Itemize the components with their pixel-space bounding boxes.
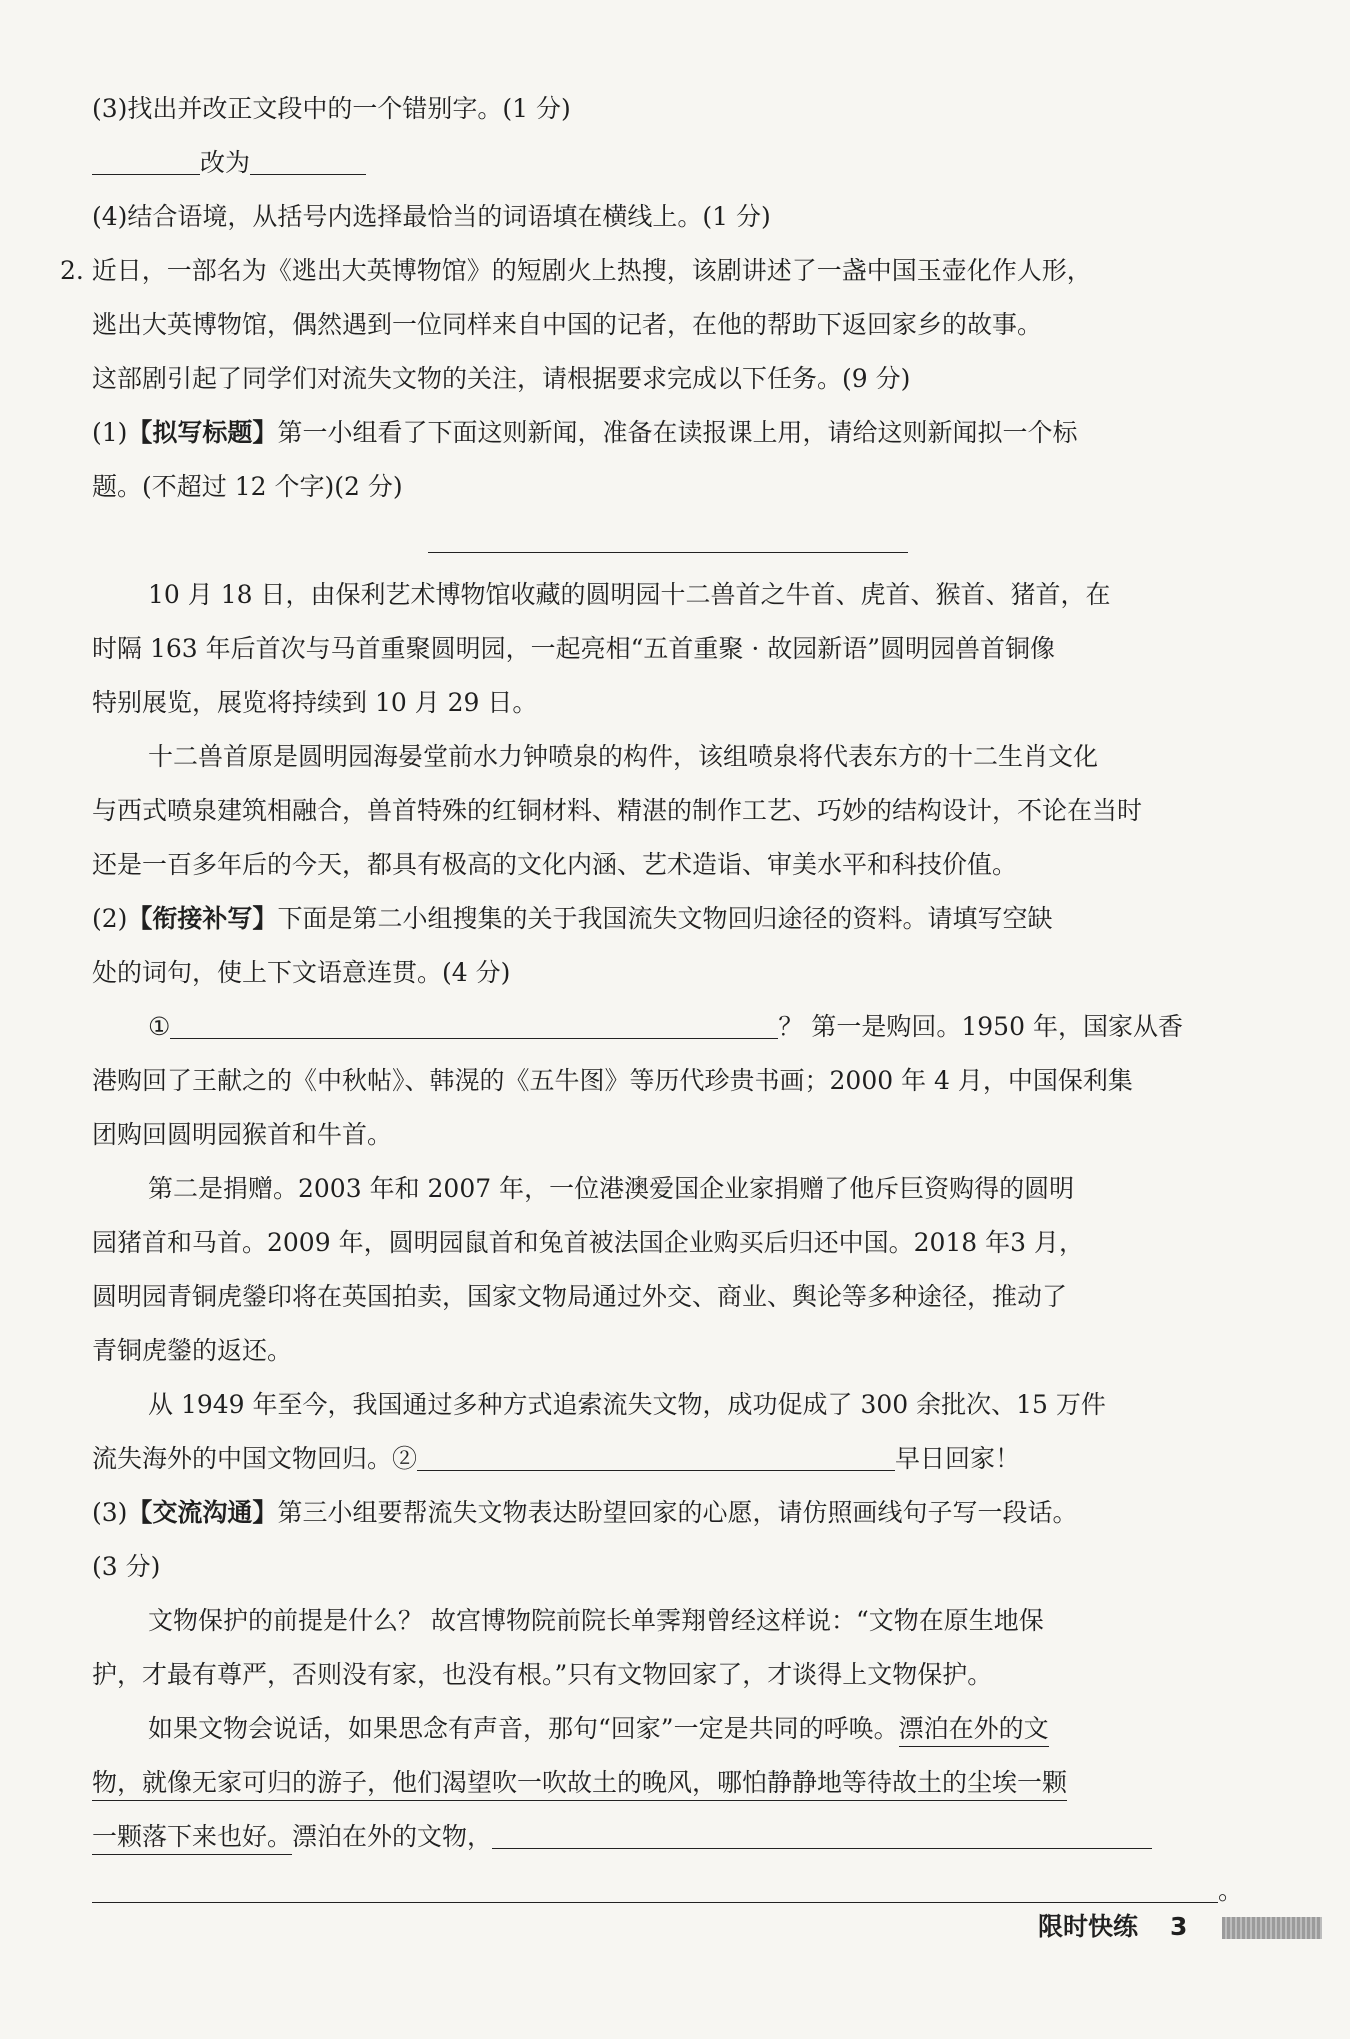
material3-answer-line-2 (92, 1878, 1243, 1903)
end-period: 。 (1218, 1876, 1244, 1905)
q2-intro-3: 这部剧引起了同学们对流失文物的关注，请根据要求完成以下任务。(9 分) (92, 364, 911, 393)
material3-p2-2 (92, 1770, 1067, 1795)
q1-sub4: (4)结合语境，从括号内选择最恰当的词语填在横线上。(1 分) (92, 202, 771, 231)
task2-tag: 【衔接补写】 (127, 904, 278, 933)
q2-task3 (92, 1500, 1077, 1525)
task2-text: 下面是第二小组搜集的关于我国流失文物回归途径的资料。请填写空缺 (277, 904, 1053, 933)
task1-tag: 【拟写标题】 (127, 418, 278, 447)
news-p2-3: 还是一百多年后的今天，都具有极高的文化内涵、艺术造诣、审美水平和科技价值。 (92, 850, 1018, 879)
page-number: 3 (1170, 1912, 1188, 1941)
material2-p2-4: 青铜虎鎣的返还。 (92, 1336, 293, 1365)
answer-blank-1[interactable] (170, 1016, 778, 1039)
material3-p2-3-tail: 漂泊在外的文物， (292, 1822, 493, 1851)
q2-task1 (92, 420, 1077, 445)
news-p2-1: 十二兽首原是圆明园海晏堂前水力钟喷泉的构件，该组喷泉将代表东方的十二生肖文化 (148, 742, 1099, 771)
material2-p2-3: 圆明园青铜虎鎣印将在英国拍卖，国家文物局通过外交、商业、舆论等多种途径，推动了 (92, 1282, 1068, 1311)
news-p1-3: 特别展览，展览将持续到 10 月 29 日。 (92, 688, 538, 717)
underlined-sentence-part-3: 一颗落下来也好。 (92, 1822, 292, 1855)
answer-blank-correct-char[interactable] (250, 152, 366, 175)
news-p1-2: 时隔 163 年后首次与马首重聚圆明园，一起亮相“五首重聚 · 故园新语”圆明园兽首铜像 (92, 634, 1056, 663)
material3-p2-1 (148, 1716, 1049, 1741)
task3-prefix: (3) (92, 1498, 128, 1527)
material3-p1-1: 文物保护的前提是什么？ 故宫博物院前院长单霁翔曾经这样说：“文物在原生地保 (148, 1606, 1044, 1635)
q1-sub3-answer-line (92, 150, 366, 175)
q2-task2 (92, 906, 1052, 931)
q2-intro-2: 逃出大英博物馆，偶然遇到一位同样来自中国的记者，在他的帮助下返回家乡的故事。 (92, 310, 1043, 339)
material2-p3-1: 从 1949 年至今，我国通过多种方式追索流失文物，成功促成了 300 余批次、15 万件 (148, 1390, 1106, 1419)
task1-text: 第一小组看了下面这则新闻，准备在读报课上用，请给这则新闻拟一个标 (277, 418, 1078, 447)
task1-prefix: (1) (92, 418, 128, 447)
underlined-sentence-part-1: 漂泊在外的文 (899, 1714, 1049, 1747)
material2-p3-2-head: 流失海外的中国文物回归。② (92, 1444, 418, 1473)
q2-task1-cont: 题。(不超过 12 个字)(2 分) (92, 472, 403, 501)
underlined-sentence-part-2: 物，就像无家可归的游子，他们渴望吹一吹故土的晚风，哪怕静静地等待故土的尘埃一颗 (92, 1768, 1067, 1801)
material2-p1-3: 团购回圆明园猴首和牛首。 (92, 1120, 393, 1149)
footer-decoration-bar (1222, 1917, 1322, 1939)
material2-p3-2-tail: 早日回家！ (895, 1444, 1021, 1473)
news-p2-2: 与西式喷泉建筑相融合，兽首特殊的红铜材料、精湛的制作工艺、巧妙的结构设计，不论在当时 (92, 796, 1143, 825)
change-to-label: 改为 (200, 148, 251, 177)
q2-task3-cont: (3 分) (92, 1552, 161, 1581)
material2-p2-2: 园猪首和马首。2009 年，圆明园鼠首和兔首被法国企业购买后归还中国。2018 年3 月， (92, 1228, 1084, 1257)
imitation-answer-line-2[interactable] (92, 1880, 1218, 1903)
material2-p3-2 (92, 1446, 1020, 1471)
imitation-answer-line-1[interactable] (492, 1826, 1152, 1849)
q1-sub3: (3)找出并改正文段中的一个错别字。(1 分) (92, 94, 571, 123)
answer-blank-2[interactable] (417, 1448, 895, 1471)
footer-label: 限时快练 (1038, 1912, 1139, 1941)
material2-p1-1-tail: ？ 第一是购回。1950 年，国家从香 (778, 1012, 1183, 1041)
material2-p2-1: 第二是捐赠。2003 年和 2007 年，一位港澳爱国企业家捐赠了他斥巨资购得的圆明 (148, 1174, 1075, 1203)
q2-task2-cont: 处的词句，使上下文语意连贯。(4 分) (92, 958, 511, 987)
task2-prefix: (2) (92, 904, 128, 933)
news-p1-1: 10 月 18 日，由保利艺术博物馆收藏的圆明园十二兽首之牛首、虎首、猴首、猪首，在 (148, 580, 1111, 609)
material2-p1-1 (148, 1014, 1183, 1039)
title-answer-line[interactable] (428, 552, 908, 553)
task3-text: 第三小组要帮流失文物表达盼望回家的心愿，请仿照画线句子写一段话。 (277, 1498, 1078, 1527)
task3-tag: 【交流沟通】 (127, 1498, 278, 1527)
material3-p2-1-head: 如果文物会说话，如果思念有声音，那句“回家”一定是共同的呼唤。 (148, 1714, 899, 1743)
q2-intro-1: 2. 近日，一部名为《逃出大英博物馆》的短剧火上热搜，该剧讲述了一盏中国玉壶化作人形， (60, 256, 1092, 285)
blank-marker-1: ① (148, 1012, 171, 1041)
answer-blank-wrong-char[interactable] (92, 152, 200, 175)
material3-p1-2: 护，才最有尊严，否则没有家，也没有根。”只有文物回家了，才谈得上文物保护。 (92, 1660, 993, 1689)
material2-p1-2: 港购回了王献之的《中秋帖》、韩滉的《五牛图》等历代珍贵书画；2000 年 4 月，中国保利集 (92, 1066, 1133, 1095)
material3-p2-3 (92, 1824, 1152, 1849)
